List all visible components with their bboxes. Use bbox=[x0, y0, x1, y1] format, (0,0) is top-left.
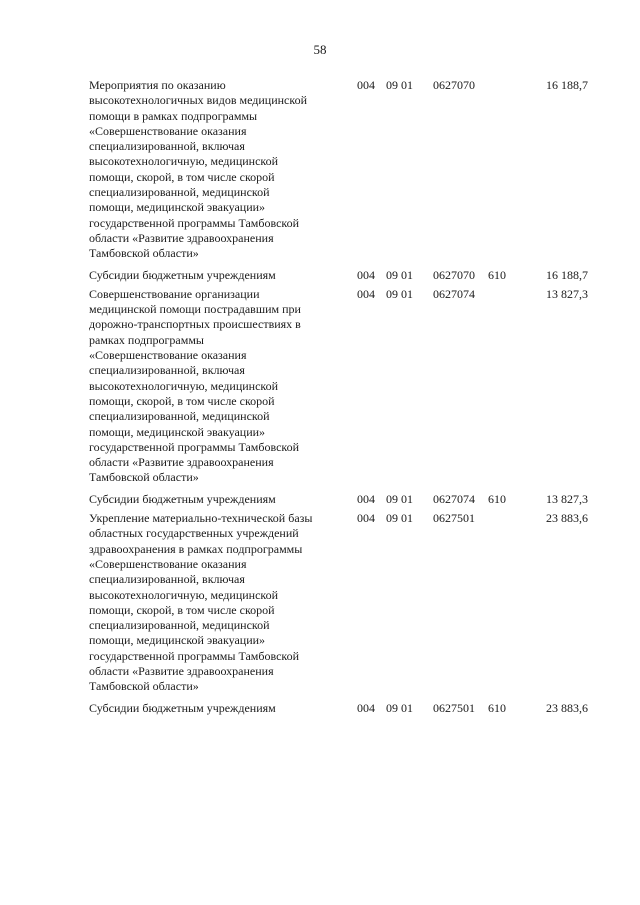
amount-value: 16 188,7 bbox=[546, 267, 588, 282]
row-name-line: «Совершенствование оказания bbox=[89, 123, 247, 138]
row-name-line: здравоохранения в рамках подпрограммы bbox=[89, 541, 303, 556]
row-name bbox=[89, 511, 339, 695]
row-name-line: специализированной, медицинской bbox=[89, 185, 270, 200]
section-code: 09 01 bbox=[386, 511, 413, 526]
row-name-line: «Совершенствование оказания bbox=[89, 556, 247, 571]
section-code: 09 01 bbox=[386, 491, 413, 506]
row-name-line: области «Развитие здравоохранения bbox=[89, 664, 274, 679]
row-name-line: специализированной, медицинской bbox=[89, 409, 270, 424]
row-name bbox=[89, 701, 339, 716]
row-name bbox=[89, 492, 339, 507]
row-name-line: государственной программы Тамбовской bbox=[89, 215, 300, 230]
row-name-line: помощи, медицинской эвакуации» bbox=[89, 200, 266, 215]
row-name-line: Тамбовской области» bbox=[89, 470, 199, 485]
row-name-line: Субсидии бюджетным учреждениям bbox=[89, 700, 276, 715]
budget-table bbox=[0, 78, 640, 716]
row-name-line: дорожно-транспортных происшествиях в bbox=[89, 317, 301, 332]
row-name-line: высокотехнологичных видов медицинской bbox=[89, 93, 308, 108]
row-name-line: Совершенствование организации bbox=[89, 286, 260, 301]
row-name bbox=[89, 268, 339, 283]
ministry-code: 004 bbox=[357, 267, 375, 282]
ministry-code: 004 bbox=[357, 78, 375, 92]
row-name-line: специализированной, медицинской bbox=[89, 618, 270, 633]
section-code: 09 01 bbox=[386, 286, 413, 301]
row-name-line: помощи в рамках подпрограммы bbox=[89, 108, 258, 123]
row-name-line: помощи, скорой, в том числе скорой bbox=[89, 602, 275, 617]
ministry-code: 004 bbox=[357, 700, 375, 715]
amount-value: 16 188,7 bbox=[546, 78, 588, 92]
row-name-line: рамках подпрограммы bbox=[89, 332, 204, 347]
row-name-line: области «Развитие здравоохранения bbox=[89, 230, 274, 245]
table-row bbox=[0, 492, 640, 507]
row-name-line: помощи, скорой, в том числе скорой bbox=[89, 393, 275, 408]
row-name-line: Тамбовской области» bbox=[89, 679, 199, 694]
row-name-line: областных государственных учреждений bbox=[89, 526, 299, 541]
row-name-line: помощи, скорой, в том числе скорой bbox=[89, 169, 275, 184]
table-row bbox=[0, 268, 640, 283]
expense-type-code: 610 bbox=[488, 267, 506, 282]
row-name-line: «Совершенствование оказания bbox=[89, 348, 247, 363]
row-name-line: помощи, медицинской эвакуации» bbox=[89, 633, 266, 648]
row-name-line: Мероприятия по оказанию bbox=[89, 78, 226, 92]
row-name-line: специализированной, включая bbox=[89, 363, 245, 378]
row-name-line: Субсидии бюджетным учреждениям bbox=[89, 491, 276, 506]
row-name-line: государственной программы Тамбовской bbox=[89, 439, 300, 454]
amount-value: 23 883,6 bbox=[546, 700, 588, 715]
row-name-line: Субсидии бюджетным учреждениям bbox=[89, 267, 276, 282]
row-name-line: специализированной, включая bbox=[89, 139, 245, 154]
row-name-line: области «Развитие здравоохранения bbox=[89, 455, 274, 470]
row-name-line: специализированной, включая bbox=[89, 572, 245, 587]
amount-value: 23 883,6 bbox=[546, 511, 588, 526]
row-name bbox=[89, 287, 339, 486]
amount-value: 13 827,3 bbox=[546, 286, 588, 301]
target-code: 0627501 bbox=[433, 700, 475, 715]
row-name-line: высокотехнологичную, медицинской bbox=[89, 378, 279, 393]
page-number: 58 bbox=[313, 42, 327, 57]
row-name-line: государственной программы Тамбовской bbox=[89, 648, 300, 663]
row-name-line: медицинской помощи пострадавшим при bbox=[89, 302, 301, 317]
row-name-line: помощи, медицинской эвакуации» bbox=[89, 424, 266, 439]
target-code: 0627070 bbox=[433, 267, 475, 282]
target-code: 0627074 bbox=[433, 286, 475, 301]
row-name bbox=[89, 78, 339, 262]
row-name-line: Тамбовской области» bbox=[89, 246, 199, 261]
expense-type-code: 610 bbox=[488, 491, 506, 506]
amount-value: 13 827,3 bbox=[546, 491, 588, 506]
ministry-code: 004 bbox=[357, 491, 375, 506]
target-code: 0627074 bbox=[433, 491, 475, 506]
section-code: 09 01 bbox=[386, 78, 413, 92]
expense-type-code: 610 bbox=[488, 700, 506, 715]
table-row bbox=[0, 511, 640, 695]
target-code: 0627070 bbox=[433, 78, 475, 92]
row-name-line: высокотехнологичную, медицинской bbox=[89, 154, 279, 169]
table-row bbox=[0, 78, 640, 262]
section-code: 09 01 bbox=[386, 267, 413, 282]
target-code: 0627501 bbox=[433, 511, 475, 526]
table-row bbox=[0, 287, 640, 486]
section-code: 09 01 bbox=[386, 700, 413, 715]
row-name-line: Укрепление материально-технической базы bbox=[89, 511, 313, 526]
ministry-code: 004 bbox=[357, 286, 375, 301]
row-name-line: высокотехнологичную, медицинской bbox=[89, 587, 279, 602]
ministry-code: 004 bbox=[357, 511, 375, 526]
table-row bbox=[0, 701, 640, 716]
